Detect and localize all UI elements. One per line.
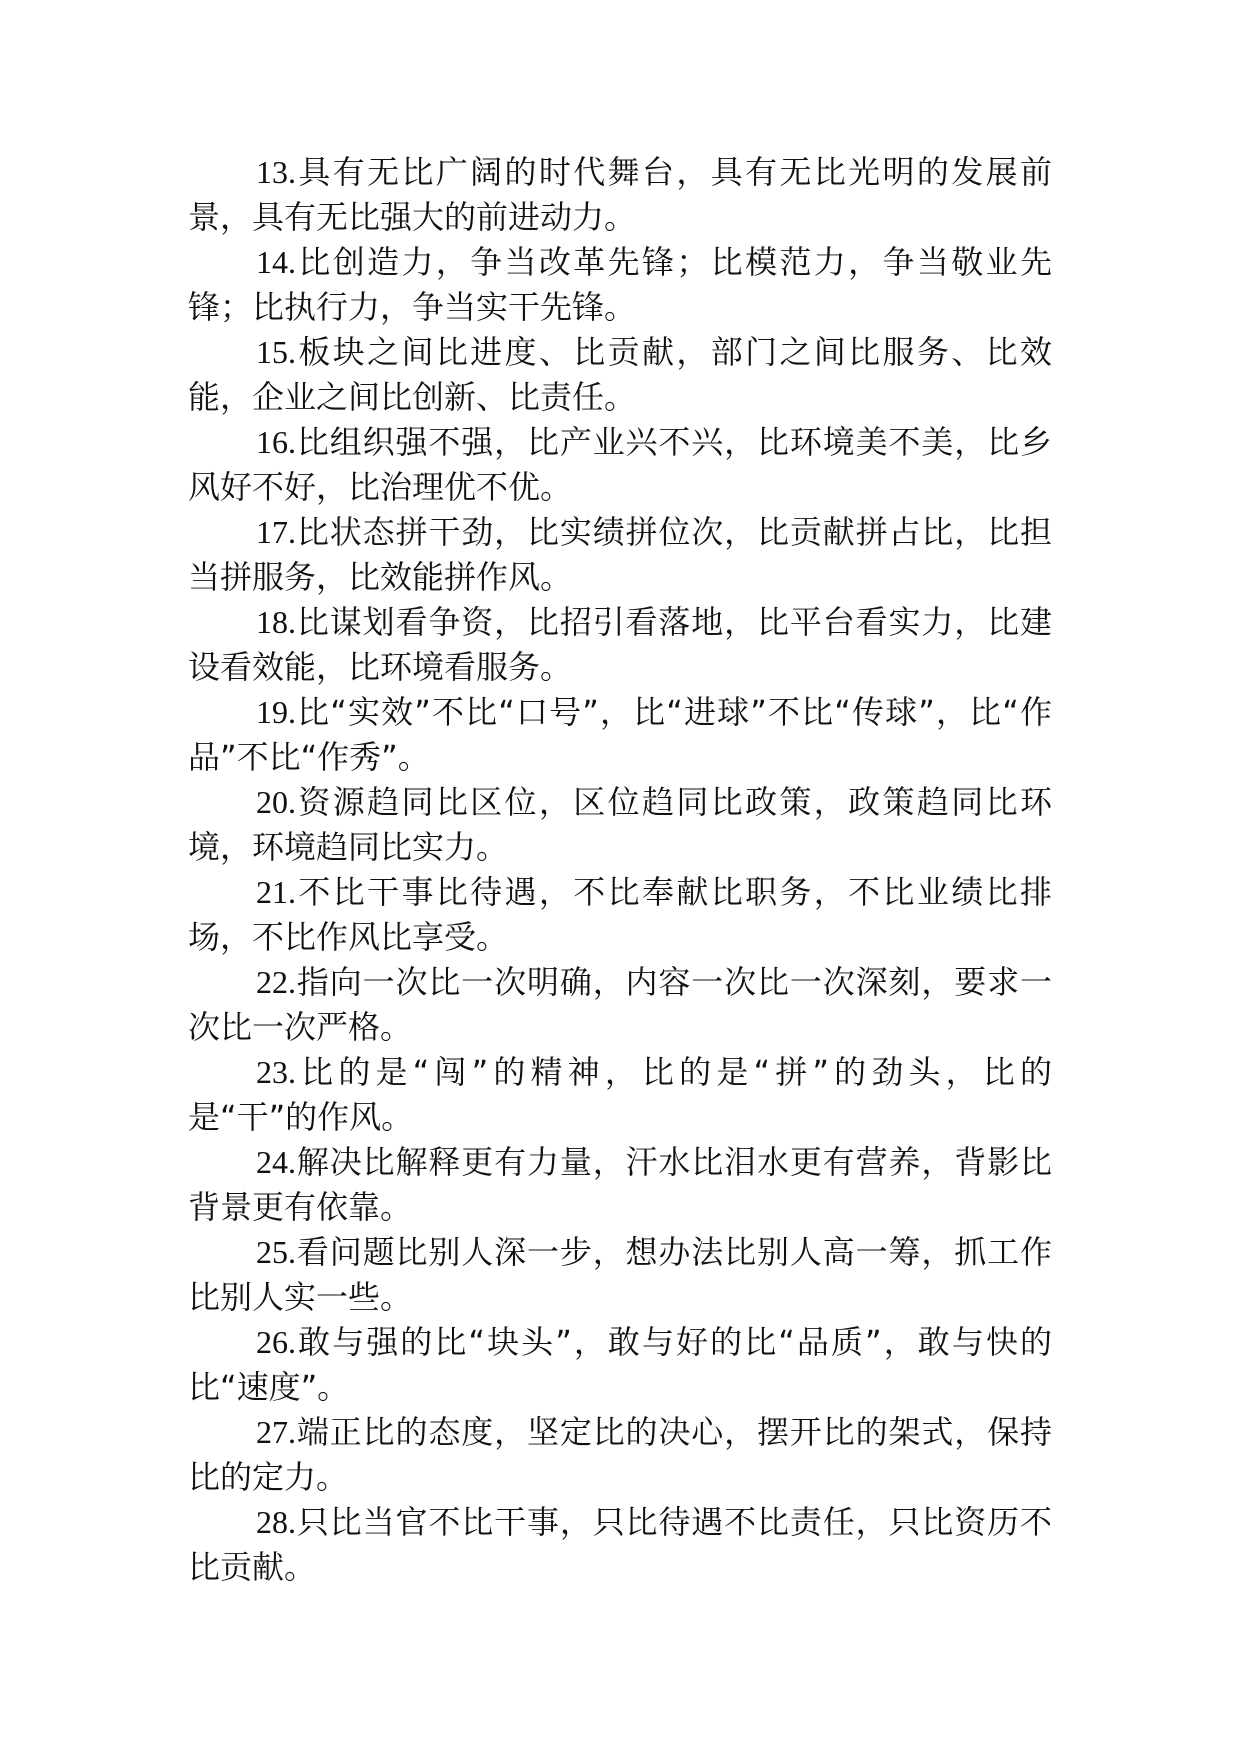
- item-text: 板块之间比进度、比贡献，部门之间比服务、比效能，企业之间比创新、比责任。: [188, 333, 1052, 416]
- item-text: 指向一次比一次明确，内容一次比一次深刻，要求一次比一次严格。: [188, 963, 1052, 1046]
- item-text: 资源趋同比区位，区位趋同比政策，政策趋同比环境，环境趋同比实力。: [188, 783, 1052, 866]
- list-item: [188, 870, 1052, 960]
- item-number: 13.: [256, 154, 296, 190]
- list-item: [188, 510, 1052, 600]
- list-item: [188, 420, 1052, 510]
- item-text: 只比当官不比干事，只比待遇不比责任，只比资历不比贡献。: [188, 1503, 1052, 1586]
- document-body: [188, 150, 1052, 1590]
- item-number: 20.: [256, 784, 296, 820]
- list-item: [188, 330, 1052, 420]
- item-number: 27.: [256, 1414, 296, 1450]
- item-number: 22.: [256, 964, 296, 1000]
- item-text: 比的是“闯”的精神，比的是“拼”的劲头，比的是“干”的作风。: [188, 1053, 1052, 1136]
- item-number: 26.: [256, 1324, 296, 1360]
- item-number: 14.: [256, 244, 296, 280]
- item-number: 16.: [256, 424, 296, 460]
- list-item: [188, 780, 1052, 870]
- list-item: [188, 1320, 1052, 1410]
- list-item: [188, 1230, 1052, 1320]
- list-item: [188, 690, 1052, 780]
- item-text: 敢与强的比“块头”，敢与好的比“品质”，敢与快的比“速度”。: [188, 1323, 1052, 1406]
- item-text: 比谋划看争资，比招引看落地，比平台看实力，比建设看效能，比环境看服务。: [188, 603, 1052, 686]
- item-text: 比“实效”不比“口号”，比“进球”不比“传球”，比“作品”不比“作秀”。: [188, 693, 1052, 776]
- item-text: 不比干事比待遇，不比奉献比职务，不比业绩比排场，不比作风比享受。: [188, 873, 1052, 956]
- list-item: [188, 150, 1052, 240]
- item-text: 比创造力，争当改革先锋；比模范力，争当敬业先锋；比执行力，争当实干先锋。: [188, 243, 1052, 326]
- item-number: 28.: [256, 1504, 296, 1540]
- item-text: 解决比解释更有力量，汗水比泪水更有营养，背影比背景更有依靠。: [188, 1143, 1052, 1226]
- item-text: 比状态拼干劲，比实绩拼位次，比贡献拼占比，比担当拼服务，比效能拼作风。: [188, 513, 1052, 596]
- item-number: 19.: [256, 694, 296, 730]
- item-number: 25.: [256, 1234, 296, 1270]
- item-number: 17.: [256, 514, 296, 550]
- list-item: [188, 1050, 1052, 1140]
- item-number: 24.: [256, 1144, 296, 1180]
- item-number: 15.: [256, 334, 296, 370]
- list-item: [188, 600, 1052, 690]
- list-item: [188, 240, 1052, 330]
- item-number: 23.: [256, 1054, 296, 1090]
- list-item: [188, 960, 1052, 1050]
- item-text: 看问题比别人深一步，想办法比别人高一筹，抓工作比别人实一些。: [188, 1233, 1052, 1316]
- list-item: [188, 1410, 1052, 1500]
- item-text: 具有无比广阔的时代舞台，具有无比光明的发展前景，具有无比强大的前进动力。: [188, 153, 1052, 236]
- item-number: 18.: [256, 604, 296, 640]
- item-text: 端正比的态度，坚定比的决心，摆开比的架式，保持比的定力。: [188, 1413, 1052, 1496]
- item-number: 21.: [256, 874, 296, 910]
- item-text: 比组织强不强，比产业兴不兴，比环境美不美，比乡风好不好，比治理优不优。: [188, 423, 1052, 506]
- list-item: [188, 1140, 1052, 1230]
- list-item: [188, 1500, 1052, 1590]
